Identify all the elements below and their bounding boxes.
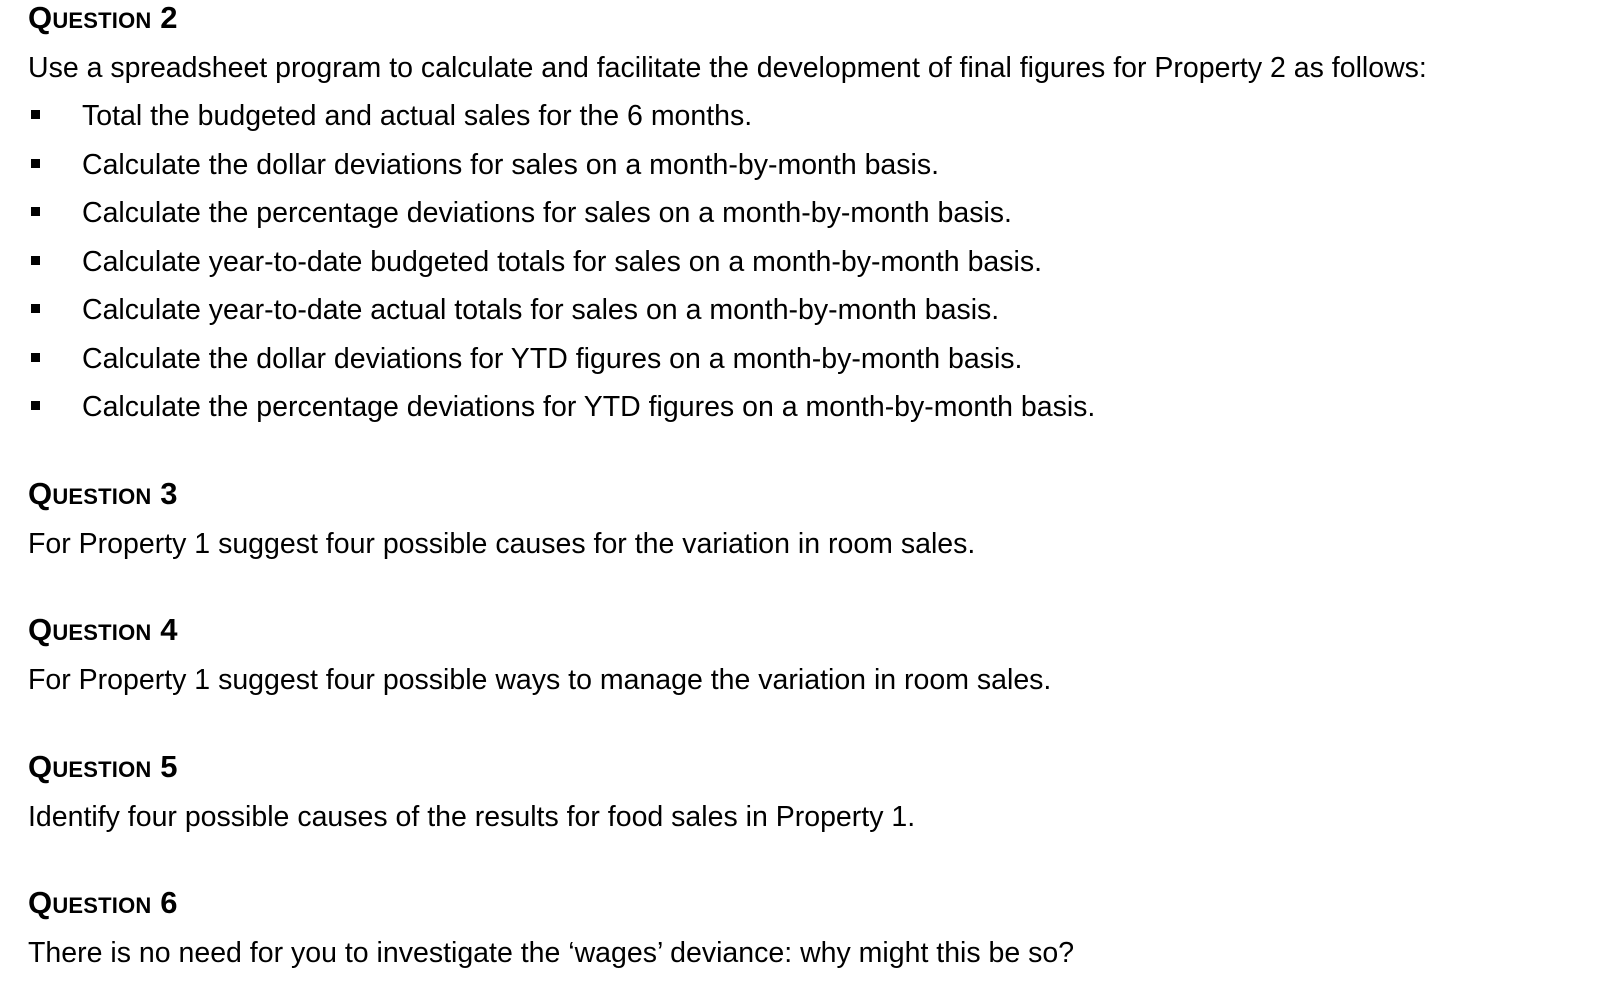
question-6-heading: Question 6 xyxy=(28,885,178,920)
square-bullet-icon xyxy=(31,159,40,168)
bullet-item xyxy=(28,341,1588,390)
square-bullet-icon xyxy=(31,401,40,410)
question-3-section xyxy=(28,476,1588,562)
question-4-text: For Property 1 suggest four possible ways to manage the variation in room sales. xyxy=(28,664,1052,696)
bullet-item xyxy=(28,292,1588,341)
question-3-heading: Question 3 xyxy=(28,476,178,511)
question-5-section xyxy=(28,749,1588,835)
bullet-text: Total the budgeted and actual sales for the 6 months. xyxy=(82,100,753,132)
bullet-text: Calculate the dollar deviations for sales on a month-by-month basis. xyxy=(82,148,940,181)
question-6-text: There is no need for you to investigate the ‘wages’ deviance: why might this be so? xyxy=(28,937,1075,969)
square-bullet-icon xyxy=(31,353,40,362)
bullet-item xyxy=(28,244,1588,293)
question-4-section xyxy=(28,612,1588,698)
bullet-item xyxy=(28,195,1588,244)
question-6-section xyxy=(28,885,1588,971)
bullet-text: Calculate year-to-date budgeted totals for sales on a month-by-month basis. xyxy=(82,245,1043,278)
question-3-text: For Property 1 suggest four possible causes for the variation in room sales. xyxy=(28,528,976,560)
question-2-bullet-list xyxy=(28,98,1588,438)
square-bullet-icon xyxy=(31,304,40,313)
square-bullet-icon xyxy=(31,110,40,119)
bullet-text: Calculate the dollar deviations for YTD figures on a month-by-month basis. xyxy=(82,342,1023,375)
question-2-heading: Question 2 xyxy=(28,0,178,35)
square-bullet-icon xyxy=(31,207,40,216)
question-2-intro: Use a spreadsheet program to calculate and facilitate the development of final figures for Property 2 as follows: xyxy=(28,52,1427,84)
bullet-item xyxy=(28,98,1588,147)
question-4-heading: Question 4 xyxy=(28,612,178,647)
question-5-heading: Question 5 xyxy=(28,749,178,784)
question-2-section xyxy=(28,0,1588,438)
bullet-item xyxy=(28,389,1588,438)
square-bullet-icon xyxy=(31,256,40,265)
bullet-text: Calculate the percentage deviations for sales on a month-by-month basis. xyxy=(82,197,1012,229)
bullet-text: Calculate the percentage deviations for YTD figures on a month-by-month basis. xyxy=(82,391,1096,423)
bullet-item xyxy=(28,147,1588,196)
question-5-text: Identify four possible causes of the results for food sales in Property 1. xyxy=(28,801,916,833)
bullet-text: Calculate year-to-date actual totals for sales on a month-by-month basis. xyxy=(82,294,1000,326)
